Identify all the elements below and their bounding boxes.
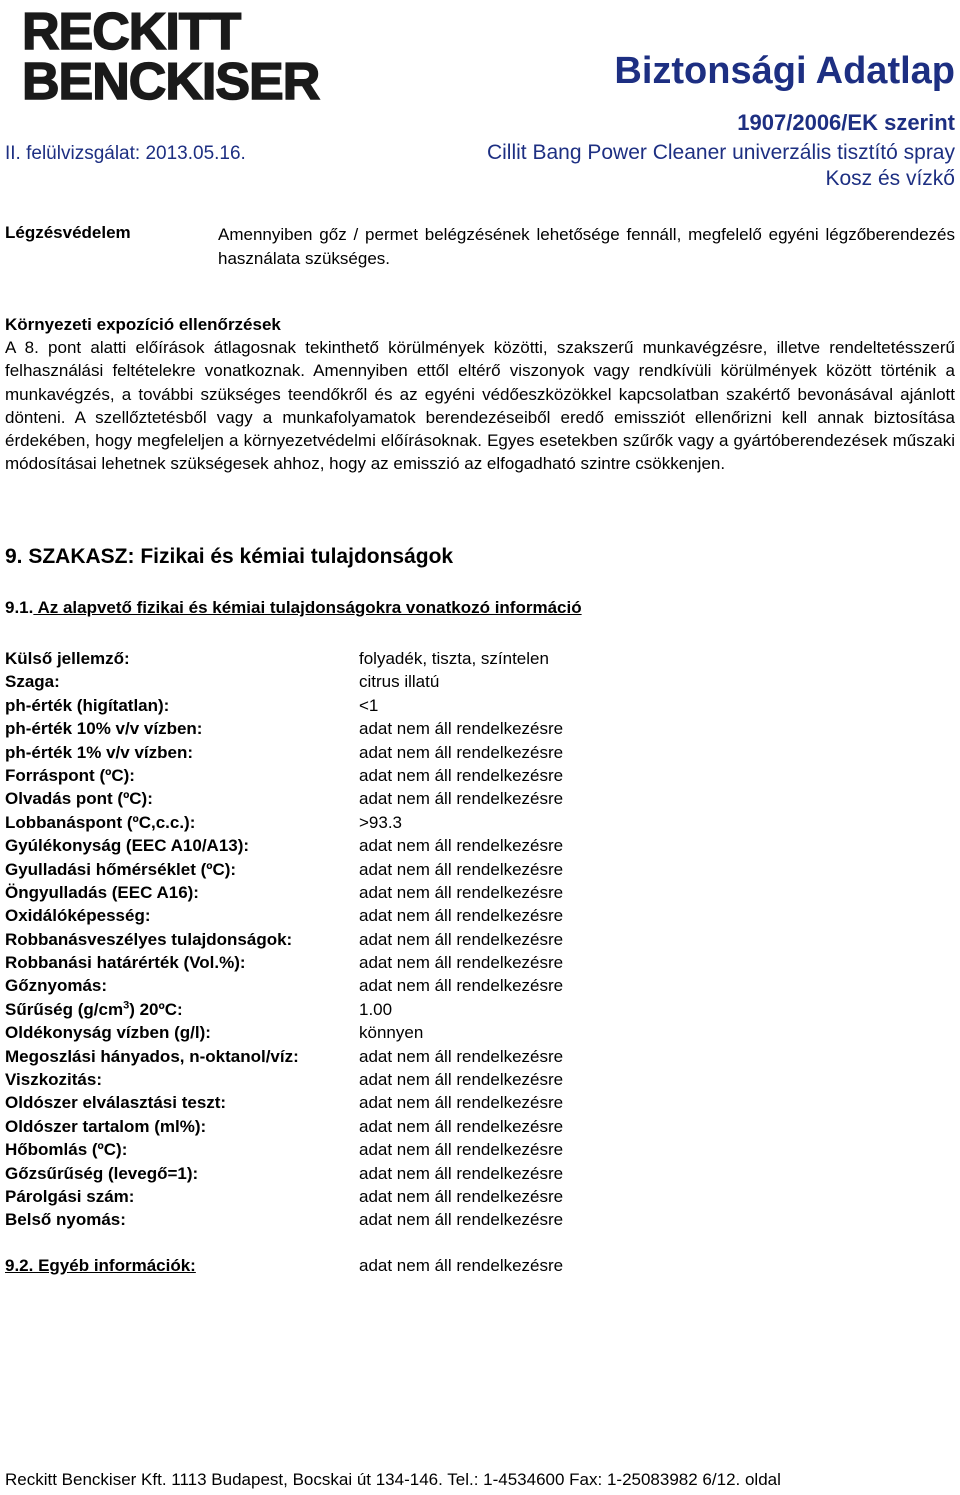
property-label: Hőbomlás (ºC): xyxy=(5,1140,128,1160)
property-row xyxy=(5,811,705,834)
property-value: adat nem áll rendelkezésre xyxy=(359,1210,564,1230)
property-label: Öngyulladás (EEC A16): xyxy=(5,882,199,902)
property-label: Viszkozitás: xyxy=(5,1070,103,1090)
property-value: adat nem áll rendelkezésre xyxy=(359,1046,564,1066)
property-label: Robbanásveszélyes tulajdonságok: xyxy=(5,929,293,949)
logo-text-line2: BENCKISER xyxy=(22,53,320,111)
properties-list xyxy=(5,647,705,1232)
property-value: adat nem áll rendelkezésre xyxy=(359,953,564,973)
property-value: adat nem áll rendelkezésre xyxy=(359,765,564,785)
property-row xyxy=(5,717,705,740)
property-value: adat nem áll rendelkezésre xyxy=(359,1163,564,1183)
property-row xyxy=(5,904,705,927)
property-label: Gőznyomás: xyxy=(5,976,108,996)
respiratory-protection-label: Légzésvédelem xyxy=(5,223,131,242)
product-name: Cillit Bang Power Cleaner univerzális tisztító spray xyxy=(486,141,955,164)
property-row xyxy=(5,1138,705,1161)
property-row xyxy=(5,858,705,881)
property-row xyxy=(5,1068,705,1091)
property-value: adat nem áll rendelkezésre xyxy=(359,882,564,902)
logo-text-line1: RECKITT xyxy=(22,3,241,61)
property-label: ph-érték (higítatlan): xyxy=(5,695,170,715)
property-value: adat nem áll rendelkezésre xyxy=(359,1116,564,1136)
property-value: 1.00 xyxy=(359,999,393,1019)
property-row xyxy=(5,1208,705,1231)
property-row xyxy=(5,974,705,997)
property-value: adat nem áll rendelkezésre xyxy=(359,859,564,879)
property-row xyxy=(5,1021,705,1044)
property-value: folyadék, tiszta, színtelen xyxy=(359,649,549,668)
property-value: adat nem áll rendelkezésre xyxy=(359,1070,564,1090)
property-label: Gyulladási hőmérséklet (ºC): xyxy=(5,859,237,879)
property-row xyxy=(5,1185,705,1208)
property-label: Oldószer elválasztási teszt: xyxy=(5,1093,227,1113)
property-value: adat nem áll rendelkezésre xyxy=(359,906,564,926)
property-value: adat nem áll rendelkezésre xyxy=(359,1186,564,1206)
property-value: adat nem áll rendelkezésre xyxy=(359,929,564,949)
property-label: Olvadás pont (ºC): xyxy=(5,789,153,809)
property-row xyxy=(5,1091,705,1114)
property-row xyxy=(5,951,705,974)
company-logo xyxy=(22,3,320,111)
property-value: könnyen xyxy=(359,1023,424,1043)
property-row-density xyxy=(5,998,705,1021)
property-value: citrus illatú xyxy=(359,672,440,692)
product-variant: Kosz és vízkő xyxy=(825,167,955,190)
property-value: adat nem áll rendelkezésre xyxy=(359,976,564,996)
property-value: >93.3 xyxy=(359,812,403,832)
property-value: adat nem áll rendelkezésre xyxy=(359,789,564,809)
subsection-9-1-title xyxy=(5,598,582,618)
property-row xyxy=(5,881,705,904)
regulation-reference: 1907/2006/EK szerint xyxy=(737,110,955,135)
property-row xyxy=(5,764,705,787)
property-value: <1 xyxy=(359,695,379,715)
respiratory-protection-text: Amennyiben gőz / permet belégzésének lehetősége fennáll, megfelelő egyéni légzőberendezés használata szükséges. xyxy=(218,225,955,268)
page-footer: Reckitt Benckiser Kft. 1113 Budapest, Bocskai út 134-146. Tel.: 1-4534600 Fax: 1-25083982 6/12. oldal xyxy=(5,1470,781,1489)
property-label: Külső jellemző: xyxy=(5,649,130,668)
property-label: Belső nyomás: xyxy=(5,1210,126,1230)
environmental-exposure-title: Környezeti expozíció ellenőrzések xyxy=(5,315,281,334)
property-row xyxy=(5,1045,705,1068)
property-label: ph-érték 10% v/v vízben: xyxy=(5,719,203,739)
property-row xyxy=(5,928,705,951)
property-label: Lobbanáspont (ºC,c.c.): xyxy=(5,812,196,832)
section-9-title: 9. SZAKASZ: Fizikai és kémiai tulajdonságok xyxy=(5,545,454,568)
property-row xyxy=(5,1115,705,1138)
property-value: adat nem áll rendelkezésre xyxy=(359,836,564,856)
subsection-number: 9.1. xyxy=(5,598,34,617)
property-label: ph-érték 1% v/v vízben: xyxy=(5,742,194,762)
property-value: adat nem áll rendelkezésre xyxy=(359,1140,564,1160)
property-label: Oxidálóképesség: xyxy=(5,906,151,926)
property-label: Forráspont (ºC): xyxy=(5,765,135,785)
property-row xyxy=(5,741,705,764)
property-row xyxy=(5,1162,705,1185)
property-label: Oldékonyság vízben (g/l): xyxy=(5,1023,211,1043)
other-information-value: adat nem áll rendelkezésre xyxy=(359,1256,564,1275)
property-value: adat nem áll rendelkezésre xyxy=(359,742,564,762)
property-row xyxy=(5,834,705,857)
property-value: adat nem áll rendelkezésre xyxy=(359,719,564,739)
subsection-text: Az alapvető fizikai és kémiai tulajdonságokra vonatkozó információ xyxy=(33,598,582,617)
other-information-label: 9.2. Egyéb információk: xyxy=(5,1256,196,1275)
property-row xyxy=(5,647,705,670)
property-row xyxy=(5,787,705,810)
property-label: Gyúlékonyság (EEC A10/A13): xyxy=(5,836,250,856)
property-row xyxy=(5,670,705,693)
revision-date: II. felülvizsgálat: 2013.05.16. xyxy=(5,143,246,164)
property-label: Sűrűség $(g/cm^3)$ 20ºC: xyxy=(5,999,183,1019)
property-value: adat nem áll rendelkezésre xyxy=(359,1093,564,1113)
property-label: Megoszlási hányados, n-oktanol/víz: xyxy=(5,1046,299,1066)
property-label: Szaga: xyxy=(5,672,60,692)
property-label: Gőzsűrűség (levegő=1): xyxy=(5,1163,199,1183)
property-label: Robbanási határérték (Vol.%): xyxy=(5,953,246,973)
environmental-exposure-text: A 8. pont alatti előírások átlagosnak tekinthető körülmények közötti, szakszerű munkavégzésre, illetve rendeltetésszerű felhasználási feltételekre vonatkoznak. Amennyiben ettől eltérő viszonyok vagy rendkívüli körülmények között történik a munkavégzés, a további szükséges teendőkről és az egyéni védőeszközökkel kapcsolatban szakértő bevonásával ajánlott dönteni. A szellőztetésből vagy a munkafolyamatok berendezéseiből eredő emissziót ellenőrizni kell annak biztosítása érdekében, hogy megfeleljen a környezetvédelmi előírásoknak. Egyes esetekben szűrők vagy a gyártóberendezések műszaki módosításai lehetnek szükségesek ahhoz, hogy az emisszió az elfogadható szintre csökkenjen. xyxy=(5,338,955,474)
property-row xyxy=(5,694,705,717)
property-label: Párolgási szám: xyxy=(5,1186,135,1206)
property-label: Oldószer tartalom (ml%): xyxy=(5,1116,207,1136)
document-title: Biztonsági Adatlap xyxy=(614,50,955,92)
